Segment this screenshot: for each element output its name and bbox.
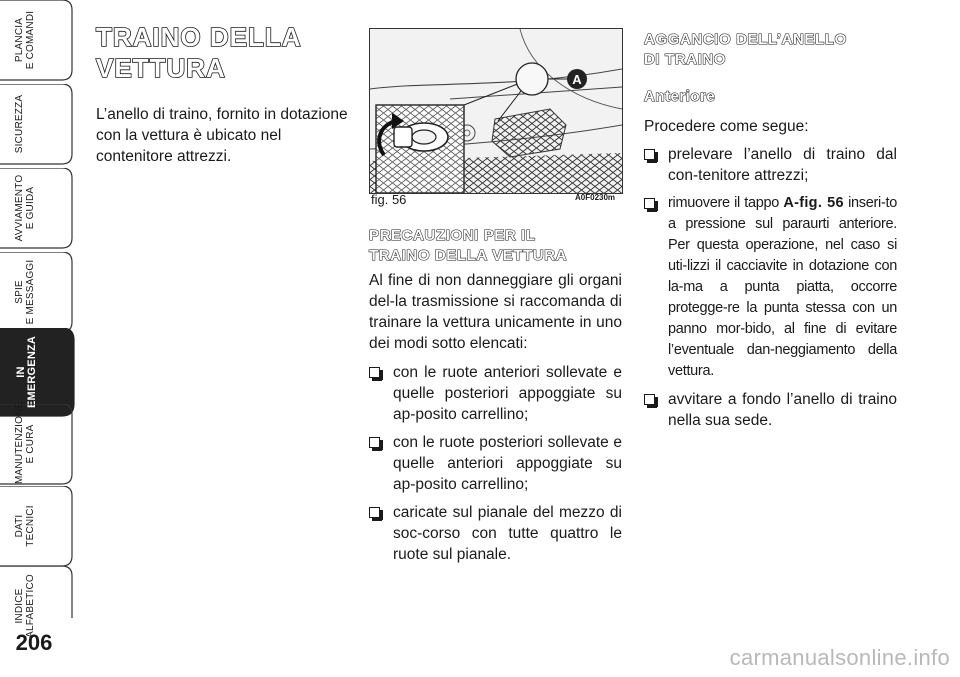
- tab-label: SPIE E MESSAGGI: [14, 259, 36, 325]
- precautions-heading-line2: TRAINO DELLA VETTURA: [369, 247, 568, 264]
- page-number: 206: [15, 630, 53, 655]
- figure-caption: fig. 56: [371, 192, 407, 207]
- precautions-list: [369, 362, 622, 572]
- front-intro: Procedere come segue:: [644, 118, 809, 135]
- tab-label: DATI TECNICI: [14, 505, 36, 547]
- list-item: [369, 362, 622, 425]
- main-title: [96, 22, 356, 84]
- tab-plancia-e-comandi[interactable]: [0, 0, 72, 80]
- list-item-text: prelevare l’anello di traino dal con-tenitore attrezzi;: [668, 146, 897, 184]
- tab-label: PLANCIA E COMANDI: [14, 10, 36, 70]
- list-item: [644, 389, 897, 431]
- tab-shape: [0, 0, 76, 84]
- tab-label: INDICE ALFABETICO: [14, 574, 36, 638]
- list-item: [644, 193, 897, 382]
- tab-spie-e-messaggi[interactable]: [0, 252, 72, 332]
- checkbox-bullet-icon: [644, 394, 655, 405]
- precautions-heading: [369, 226, 629, 266]
- checkbox-bullet-icon: [369, 437, 380, 448]
- figure-callout-label: A: [572, 72, 582, 87]
- list-item-text-post: inseri-to a pressione sul paraurti anteriore. Per questa operazione, nel caso si uti-lizzi il cacciavite in dotazione con la-ma a punta piatta, occorre protegge-re la punta stessa con un panno mor-bido, al fine di evitare l’eventuale dan-neggiamento della vettura.: [668, 195, 897, 379]
- list-item: [644, 144, 897, 186]
- tab-shape: [0, 486, 76, 570]
- list-item: [369, 502, 622, 565]
- front-subheading: Anteriore: [644, 88, 716, 105]
- main-title-line1: TRAINO DELLA: [96, 22, 302, 52]
- list-item-text: avvitare a fondo l’anello di traino nella sua sede.: [668, 391, 897, 429]
- tow-ring-heading-line2: DI TRAINO: [644, 51, 727, 68]
- tab-shape: [0, 252, 76, 336]
- intro-paragraph: L’anello di traino, fornito in dotazione con la vettura è ubicato nel contenitore attrezzi.: [96, 106, 348, 165]
- list-item-text: caricate sul pianale del mezzo di soc-corso con tutte quattro le ruote sul pianale.: [393, 504, 622, 563]
- figure-tow-hook-illustration: [369, 28, 623, 194]
- tow-ring-steps-list: [644, 144, 897, 438]
- precautions-heading-line1: PRECAUZIONI PER IL: [369, 227, 536, 244]
- checkbox-bullet-icon: [644, 149, 655, 160]
- watermark: carmanualsonline.info: [729, 645, 950, 670]
- tab-in-emergenza[interactable]: [0, 328, 72, 408]
- list-item-text: con le ruote posteriori sollevate e quelle anteriori appoggiate su ap-posito carrellino;: [393, 434, 622, 493]
- tab-avviamento-e-guida[interactable]: [0, 168, 72, 248]
- tab-label: IN EMERGENZA: [15, 335, 38, 409]
- figure-code: A0F0230m: [575, 193, 616, 202]
- tow-ring-heading: [644, 30, 904, 70]
- tab-dati-tecnici[interactable]: [0, 486, 72, 566]
- checkbox-bullet-icon: [644, 198, 655, 209]
- list-item-text: con le ruote anteriori sollevate e quelle posteriori appoggiate su ap-posito carrellino;: [393, 364, 622, 423]
- tab-label: AVVIAMENTO E GUIDA: [14, 174, 36, 242]
- chapter-sidebar: [0, 0, 76, 677]
- figure-reference: A-fig. 56: [783, 195, 844, 211]
- tow-ring-heading-line1: AGGANCIO DELL’ANELLO: [644, 31, 847, 48]
- tab-sicurezza[interactable]: [0, 84, 72, 164]
- list-item: [369, 432, 622, 495]
- bumper-drawing: [370, 29, 622, 193]
- precautions-intro: Al fine di non danneggiare gli organi del-la trasmissione si raccomanda di trainare la vettura unicamente in uno dei modi sotto elencati:: [369, 272, 622, 352]
- tab-label: MANUTENZIONE E CURA: [14, 401, 36, 484]
- main-title-line2: VETTURA: [96, 53, 226, 83]
- tab-shape: [0, 168, 76, 252]
- tab-label: SICUREZZA: [14, 94, 25, 154]
- tab-manutenzione-e-cura[interactable]: [0, 401, 72, 484]
- list-item-text-pre: rimuovere il tappo: [668, 195, 784, 211]
- tab-shape: [0, 401, 76, 488]
- checkbox-bullet-icon: [369, 367, 380, 378]
- tab-shape: [0, 84, 76, 168]
- checkbox-bullet-icon: [369, 507, 380, 518]
